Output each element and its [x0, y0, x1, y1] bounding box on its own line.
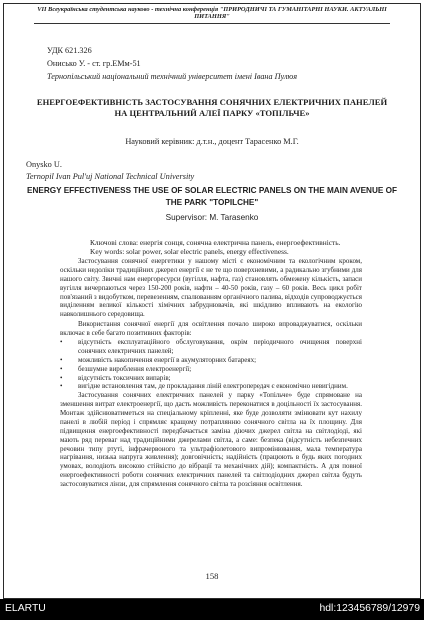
- title-ua: ЕНЕРГОЕФЕКТИВНІСТЬ ЗАСТОСУВАННЯ СОНЯЧНИХ ЕЛЕКТРИЧНИХ ПАНЕЛЕЙ НА ЦЕНТРАЛЬНИЙ АЛЕЇ ПАРКУ «ТОПІЛЬЧЕ»: [36, 97, 388, 119]
- affiliation-en: Ternopil Ivan Pul'uj National Technical University: [26, 172, 195, 181]
- article-body: [60, 257, 362, 489]
- conference-header: VII Всеукраїнська студентська науково - технічна конференція "ПРИРОДНИЧІ ТА ГУМАНІТАРНІ НАУКИ. АКТУАЛЬНІ ПИТАННЯ": [37, 6, 387, 21]
- list-item: • безшумне вироблення електроенергії;: [60, 365, 362, 374]
- header-divider: [34, 23, 390, 24]
- author-en: Onysko U.: [26, 160, 62, 169]
- supervisor-ua: Науковий керівник: д.т.н., доцент Тарасенко М.Г.: [125, 137, 299, 146]
- list-item: • відсутність експлуатаційного обслуговування, окрім періодичного очищення поверхні сонячних електричних панелей;: [60, 338, 362, 356]
- footer-bar: [0, 599, 424, 620]
- list-item: • вигідне встановлення там, де прокладання ліній електропередач є економічно невигідним.: [60, 382, 362, 391]
- supervisor-en: Supervisor: M. Tarasenko: [165, 213, 259, 222]
- handle-id: hdl:123456789/12979: [319, 603, 420, 614]
- keywords-ua: Ключові слова: енергія сонця, сонячна електрична панель, енергоефективність.: [90, 238, 341, 247]
- page-number: 158: [205, 571, 219, 581]
- list-item: • можливість накопичення енергії в акумуляторних батареях;: [60, 356, 362, 365]
- paragraph: Застосування сонячних електричних панелей у парку «Топільче» буде спрямоване на зменшення витрат електроенергії, що дасть можливість переконатися в доцільності їх застосування. Монтаж здійснюватиметься на спеціальному кріпленні, яке буде дозволяти змінювати кут нахилу панелі в любій період і спрямляє кращому потраплянню сонячного світла на їх площину. Для підвищення енергоефективності передбачається заміна діючих джерел світла на світлодіоді, які мають ряд переваг над традиційними джерелами світла, а саме: безпека (відсутність небезпечних речовин типу ртуті, інфрачервоного та ультрафіолетового випромінювання, мала температура нагрівання, низька напруга живлення); довговічність; надійність (працюють в будь яких погодних умовах, володіють високою стійкістю до вібрації та механічних дій); компактність. А для повної енергоефективності роботи сонячних електричних панелей та світлодіодних джерел світла будуть застосовуватися лінзи, для спрямлення сонячного світла та розсіяння освітлення.: [60, 391, 362, 489]
- author-ua: Онисько У. - ст. гр.ЕМм-51: [47, 59, 141, 68]
- list-item: • відсутність токсичних випарів;: [60, 374, 362, 383]
- title-en: ENERGY EFFECTIVENESS THE USE OF SOLAR ELECTRIC PANELS ON THE MAIN AVENUE OF THE PARK "TOPILCHE": [27, 186, 397, 207]
- repository-name: ELARTU: [5, 603, 46, 614]
- keywords-en: Key words: solar power, solar electric panels, energy effectiveness.: [90, 247, 289, 257]
- affiliation-ua: Тернопільський національний технічний університет імені Івана Пулюя: [47, 72, 298, 81]
- paragraph: Використання сонячної енергії для освітлення почало широко впроваджуватися, оскільки включає в себе багато позитивних факторів:: [60, 320, 362, 338]
- benefits-list: [60, 338, 362, 391]
- document-page: [3, 3, 421, 599]
- udk-code: УДК 621.326: [47, 46, 92, 55]
- keywords: [90, 238, 340, 256]
- paragraph: Застосування сонячної енергетики у нашому місті є економічним та екологічним кроком, оскільки недоліки традиційних джерел енергії є не те що поверхневими, а радикально згубними для нашого світу. Звичні нам енергоресурси (вугілля, нафта, газ) становлять обмежену кількість, запаси вугілля вичерпаються через 150-200 років, нафти – 40-50 років, газу – 60 років. Весь цикл робіт пов'язаний з видобутком, перевезенням, спалюванням органічного палива, відходів супроводжується виділенням великої кількості хімічних забруднювачів, які шкідливо впливають на екологію навколишнього середовища.: [60, 257, 362, 319]
